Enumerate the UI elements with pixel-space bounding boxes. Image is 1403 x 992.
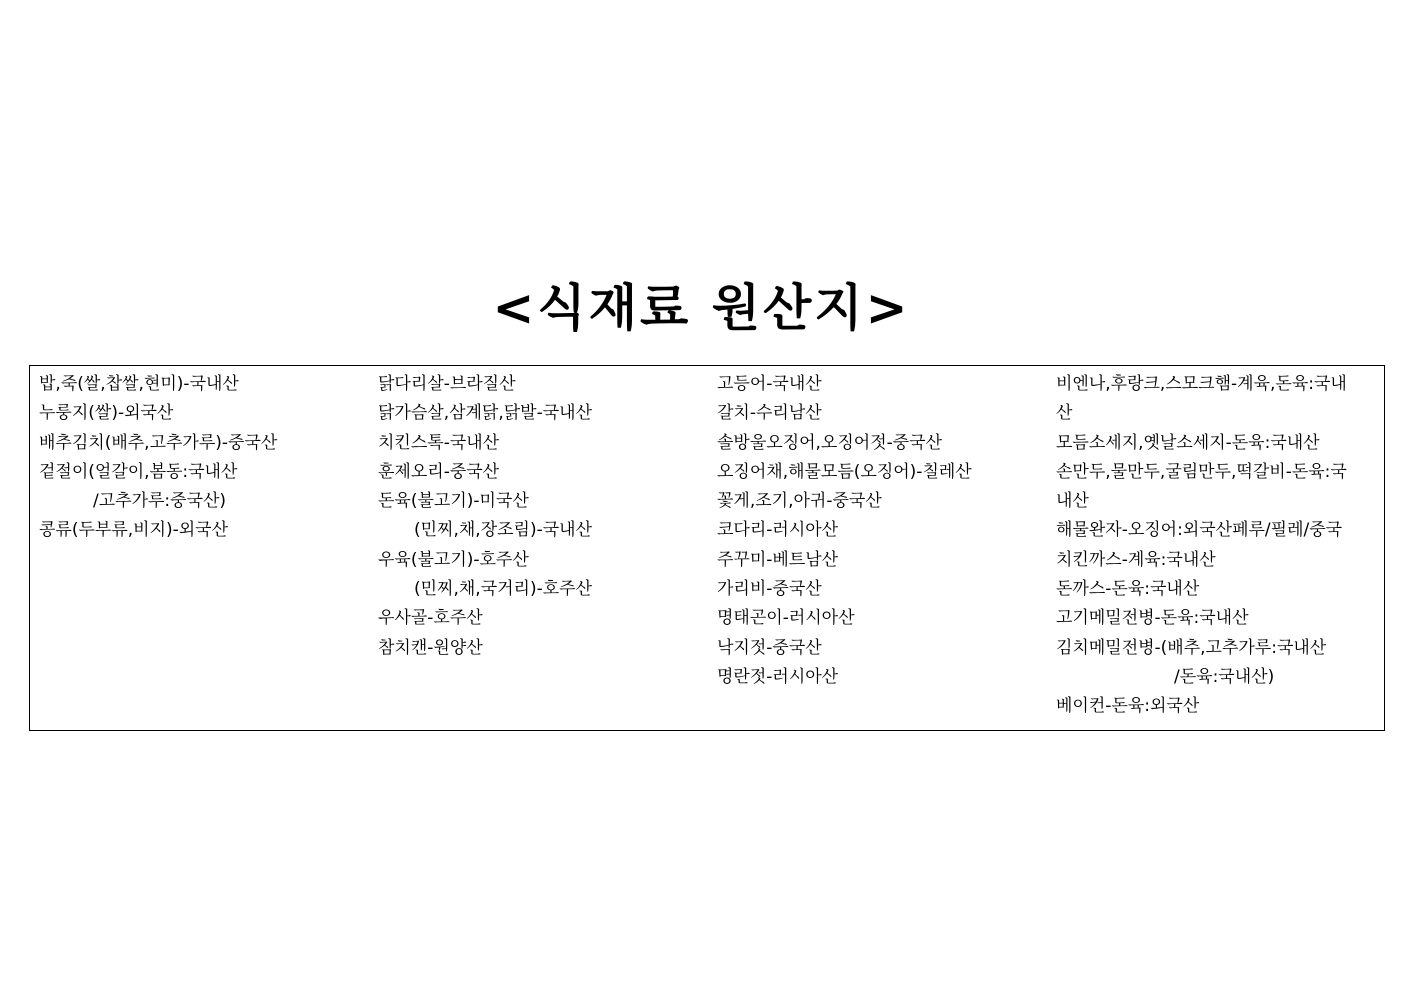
list-item: 명란젓-러시아산 bbox=[717, 666, 839, 687]
column-seafood bbox=[717, 370, 1045, 692]
list-item: 밥,죽(쌀,찹쌀,현미)-국내산 bbox=[39, 374, 239, 394]
list-item: 꽃게,조기,아귀-중국산 bbox=[717, 491, 882, 512]
list-item: 솔방울오징어,오징어젓-중국산 bbox=[717, 432, 943, 453]
column-processed-foods bbox=[1056, 370, 1376, 722]
list-item: 우육(불고기)-호주산 bbox=[378, 549, 529, 570]
list-item: 참치캔-원양산 bbox=[378, 637, 483, 658]
list-item: 돈까스-돈육:국내산 bbox=[1056, 579, 1200, 600]
list-item: 치킨스톡-국내산 bbox=[378, 432, 500, 453]
list-item: 코다리-러시아산 bbox=[717, 520, 839, 541]
origin-table bbox=[29, 365, 1385, 731]
list-item: 갈치-수리남산 bbox=[717, 403, 822, 424]
list-item: 닭가슴살,삼계닭,닭발-국내산 bbox=[378, 403, 593, 424]
list-item: 치킨까스-계육:국내산 bbox=[1056, 549, 1216, 570]
list-item-wrap: 산 bbox=[1056, 403, 1073, 424]
list-item: 명태곤이-러시아산 bbox=[717, 608, 855, 629]
page-title: <식재료 원산지> bbox=[492, 279, 911, 337]
column-meat-poultry bbox=[378, 370, 706, 663]
list-item: 고기메밀전병-돈육:국내산 bbox=[1056, 608, 1249, 629]
list-item-continuation: /돈육:국내산) bbox=[1174, 666, 1275, 687]
list-item: 우사골-호주산 bbox=[378, 608, 483, 629]
list-item-continuation: (민찌,채,국거리)-호주산 bbox=[414, 579, 593, 600]
list-item: 모듬소세지,옛날소세지-돈육:국내산 bbox=[1056, 432, 1320, 453]
list-item: 겉절이(얼갈이,봄동:국내산 bbox=[39, 461, 238, 482]
list-item: 비엔나,후랑크,스모크햄-계육,돈육:국내 bbox=[1056, 374, 1347, 394]
list-item-continuation: /고추가루:중국산) bbox=[93, 491, 227, 512]
list-item: 돈육(불고기)-미국산 bbox=[378, 491, 529, 512]
list-item: 고등어-국내산 bbox=[717, 374, 822, 394]
list-item: 닭다리살-브라질산 bbox=[378, 374, 516, 394]
list-item: 낙지젓-중국산 bbox=[717, 637, 822, 658]
list-item: 해물완자-오징어:외국산페루/필레/중국 bbox=[1056, 520, 1343, 541]
list-item: 콩류(두부류,비지)-외국산 bbox=[39, 520, 229, 541]
list-item: 가리비-중국산 bbox=[717, 579, 822, 600]
column-grains-kimchi bbox=[39, 370, 367, 546]
list-item: 김치메밀전병-(배추,고추가루:국내산 bbox=[1056, 637, 1327, 658]
list-item-continuation: (민찌,채,장조림)-국내산 bbox=[414, 520, 593, 541]
list-item-wrap: 내산 bbox=[1056, 491, 1089, 512]
list-item: 손만두,물만두,굴림만두,떡갈비-돈육:국 bbox=[1056, 461, 1347, 482]
list-item: 오징어채,해물모듬(오징어)-칠레산 bbox=[717, 461, 972, 482]
list-item: 훈제오리-중국산 bbox=[378, 461, 500, 482]
list-item: 누룽지(쌀)-외국산 bbox=[39, 403, 174, 424]
list-item: 베이컨-돈육:외국산 bbox=[1056, 696, 1200, 717]
list-item: 주꾸미-베트남산 bbox=[717, 549, 839, 570]
list-item: 배추김치(배추,고추가루)-중국산 bbox=[39, 432, 278, 453]
